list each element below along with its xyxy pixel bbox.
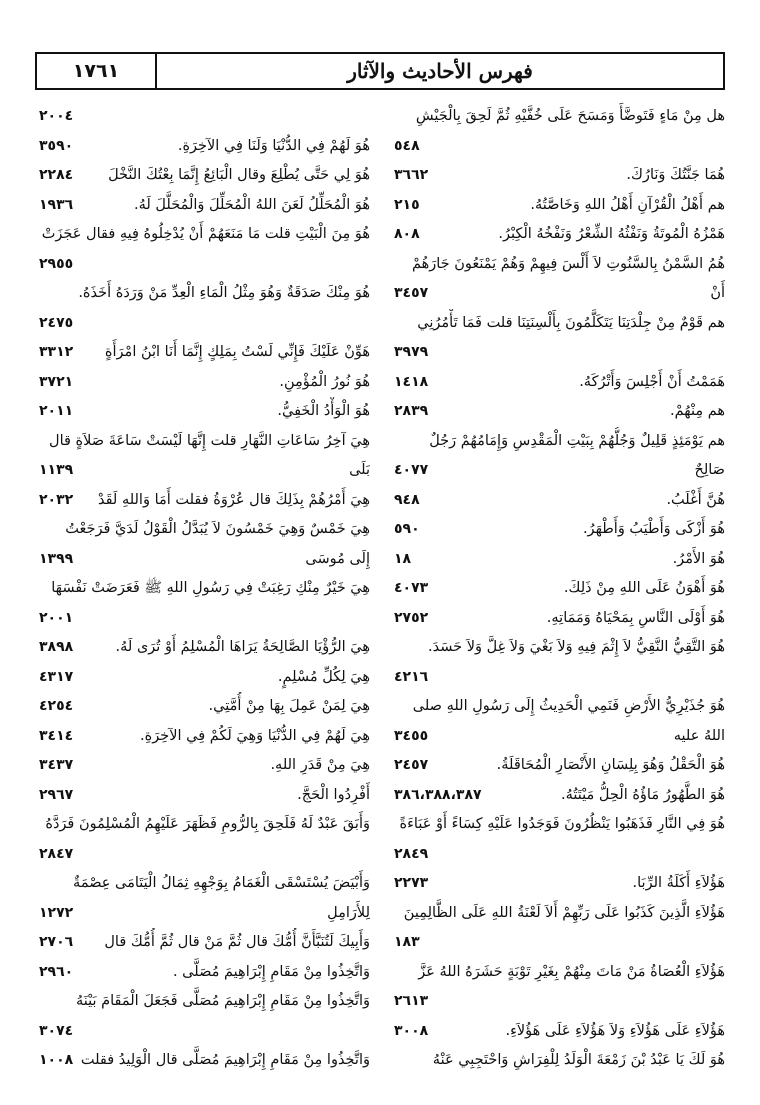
entry-text: هُنَّ أَغْلَبُ. [666,491,725,508]
index-entry [390,928,725,958]
index-entry [390,456,725,486]
index-entry [35,102,370,132]
index-entry [390,722,725,752]
entry-text: هُمَا جَنَّتُكَ وَنَارُكَ. [626,167,725,183]
entry-number: ٤٢١٦ [394,668,429,685]
index-entry [390,840,725,870]
entry-text: وَأَبِيكَ لَتُنَبَّأَنَّ أُمُّكَ قال ثُمَّ مَنْ قال ثُمَّ أُمُّكَ قال [104,934,370,950]
entry-text: هم مِنْهُمْ. [670,403,725,419]
entry-text: صَالِحٌ [694,462,725,478]
index-entry [390,397,725,427]
entry-number: ١٩٣٦ [39,196,74,213]
entry-text: هِيَ مِنْ قَدَرِ اللهِ. [270,757,370,773]
index-entry [390,220,725,250]
index-entry [390,987,725,1017]
entry-number: ٢٤٥٧ [394,757,429,773]
entry-number: ١١٣٩ [39,462,74,478]
index-entry [390,486,725,516]
entry-text: لِلأَرَامِلِ [327,904,370,921]
index-entry [35,574,370,604]
entry-text: هِيَ خَيْرٌ مِنْكِ رَغِبَتْ فِي رَسُولِ اللهِ ﷺ فَعَرَضَتْ نَفْسَهَا [51,580,370,596]
entry-text: هُوَ لَكَ يَا عَبْدُ بْنَ زَمْعَةَ الْوَلَدُ لِلْفِرَاشِ وَاحْتَجِبِي عَنْهُ [432,1052,725,1068]
entry-number: ٢١٥ [394,196,420,213]
entry-number: ١٠٠٨ [39,1052,74,1068]
entry-text: هُوَ أَهْوَنُ عَلَى اللهِ مِنْ ذَلِكَ. [563,580,725,596]
index-entry [390,899,725,929]
entry-text: هُوَ الْوَأْدُ الْخَفِيُّ. [277,403,370,419]
entry-number: ٢٦١٣ [394,993,429,1009]
entry-number: ٣٤١٤ [39,727,74,744]
entry-number: ٣٩٧٩ [394,344,429,360]
index-entry [35,191,370,221]
entry-number: ١٨ [394,550,412,567]
index-entry [390,574,725,604]
entry-text: هُوَ الأَمْرُ. [672,550,725,567]
entry-text: هُوَ مِنَ الْبَيْتِ قلت مَا مَنَعَهُمْ أَنْ يُدْخِلُوهُ فِيهِ فقال عَجَزَتْ [41,226,370,242]
entry-number: ٩٤٨ [394,491,420,508]
entry-number: ٣٨٩٨ [39,639,74,655]
index-entry [35,338,370,368]
entry-text: هَمْزُهُ الْمُوتَةُ وَنَفْثُهُ الشِّعْرُ وَنَفْخُهُ الْكِبْرُ. [498,226,725,242]
entry-text: هِيَ لِكُلِّ مُسْلِمٍ. [277,668,370,685]
entry-text: أَفْرِدُوا الْحَجَّ. [297,786,370,803]
index-entry [390,545,725,575]
entry-number: ٤٣١٧ [39,668,74,685]
entry-number: ٨٠٨ [394,226,420,242]
index-entry [35,692,370,722]
entry-text: هُوَ مِنْكَ صَدَقَةٌ وَهُوَ مِثْلُ الْمَاءِ الْعِدِّ مَنْ وَرَدَهُ أَخَذَهُ. [78,285,370,301]
entry-number: ١٢٧٢ [39,904,74,921]
entry-number: ٢٢٨٤ [39,167,74,183]
index-entry [390,250,725,280]
page [35,52,725,1068]
entry-number: ٢٠٠٤ [39,108,74,124]
index-entry [390,869,725,899]
entry-text: هل مِنْ مَاءٍ فَتَوضَّأَ وَمَسَحَ عَلَى خُفَّيْهِ ثُمَّ لَحِقَ بِالْجَيْشِ [415,108,725,124]
index-entry [35,633,370,663]
entry-number: ٢٩٦٧ [39,786,74,803]
index-entry [390,751,725,781]
entry-text: هُوَ فِي النَّارِ فَذَهَبُوا يَنْظُرُونَ فَوَجَدُوا عَلَيْهِ كِسَاءً أَوْ عَبَاءَةً [399,816,725,832]
entry-text: هَؤُلاَءِ الْعُصَاةُ مَنْ مَاتَ مِنْهُمْ بِغَيْرِ تَوْبَةٍ حَشَرَهُ اللهُ عَزَّ [418,963,725,980]
entry-number: ٣٤٥٥ [394,727,429,744]
entry-text: وَاتَّخِذُوا مِنْ مَقَامِ إِبْرَاهِيمَ مُصَلًّى فَجَعَلَ الْمَقَامَ بَيْنَهُ [75,993,370,1009]
index-entry [35,397,370,427]
entry-text: هِيَ خَمْسٌ وَهِيَ خَمْسُونَ لاَ يُبَدَّلُ الْقَوْلُ لَدَيَّ فَرَجَعْتُ [65,521,370,537]
entry-number: ٤٠٧٧ [394,462,429,478]
index-entry [35,1017,370,1047]
index-entry [390,781,725,811]
index-entry [390,161,725,191]
entry-text: هُوَ الْحَقْلُ وَهُوَ بِلِسَانِ الأَنْصَارِ الْمُحَاقَلَةُ. [496,757,725,773]
entry-number: ٤٠٧٣ [394,580,429,596]
entry-text: هُوَ الْمُحَلِّلُ لَعَنَ اللهُ الْمُحَلِّلَ وَالْمُحَلَّلَ لَهُ. [134,196,370,213]
entry-number: ٢٨٤٩ [394,845,429,862]
entry-number: ٣٠٠٨ [394,1022,429,1039]
entry-text: هَؤُلاَءِ عَلَى هَؤُلاَءِ وَلاَ هَؤُلاَءِ عَلَى هَؤُلاَءِ. [505,1022,725,1039]
index-entry [35,840,370,870]
entry-number: ٢٤٧٥ [39,314,74,331]
index-entry [35,427,370,457]
index-entry [35,309,370,339]
index-entry [390,1046,725,1076]
entry-text: وَاتَّخِذُوا مِنْ مَقَامِ إِبْرَاهِيمَ مُصَلًّى قال الْوَلِيدُ فقلت [80,1052,370,1068]
page-title: فهرس الأحاديث والآثار [347,59,533,83]
index-entry [35,220,370,250]
index-entry [35,663,370,693]
entry-text: هُمُ السَّمْنُ بِالسَّنُوتِ لاَ أَلْسَ فِيهِمْ وَهُمْ يَمْنَعُونَ جَارَهُمْ [411,255,725,272]
entry-text: هم أَهْلُ الْقُرْآنِ أَهْلُ اللهِ وَخَاصَّتُهُ. [530,196,725,213]
index-entry [390,191,725,221]
entry-number: ٣٨٦،٣٨٨،٣٨٧ [394,786,482,803]
right-column [390,102,725,1076]
index-entry [35,515,370,545]
index-entry [35,486,370,516]
index-entry [390,368,725,398]
entry-text: بَلَى [349,462,370,478]
entry-number: ٣٤٣٧ [39,757,74,773]
entry-number: ٢٢٧٣ [394,875,429,891]
entry-text: هُوَ أَوْلَى النَّاسِ بِمَحْيَاهُ وَمَمَاتِهِ. [546,609,725,626]
entry-text: هُوَ الطَّهُورُ مَاؤُهُ الْحِلُّ مَيْتَتُهُ. [561,786,725,803]
index-entry [390,958,725,988]
index-entry [35,368,370,398]
index-entry [390,132,725,162]
entry-text: اللهُ عليه [673,727,725,744]
entry-text: هَوِّنْ عَلَيْكَ فَإِنِّي لَسْتُ بِمَلِكٍ إِنَّمَا أَنَا ابْنُ امْرَأَةٍ [104,344,370,360]
index-entry [390,427,725,457]
index-entry [35,810,370,840]
entry-number: ٣٤٥٧ [394,285,429,301]
entry-text: هُوَ جُذَيْرِيُّ الأَرْضِ فَنَمِي الْحَدِيثُ إِلَى رَسُولِ اللهِ صلى [412,698,725,714]
page-number: ١٧٦١ [37,54,157,88]
entry-text: هِيَ الرُّؤْيَا الصَّالِحَةُ يَرَاهَا الْمُسْلِمُ أَوْ تُرَى لَهُ. [115,639,370,655]
entry-text: هِيَ أَمْرُهُمْ بِذَلِكَ قال عُرْوَةُ فقلت أَمَا وَاللهِ لَقَدْ [97,491,370,508]
index-columns [35,102,725,1076]
index-entry [390,692,725,722]
entry-number: ٣٥٩٠ [39,137,74,154]
page-header [35,52,725,90]
index-entry [390,279,725,309]
entry-number: ٥٩٠ [394,521,420,537]
index-entry [390,102,725,132]
entry-text: هِيَ لَهُمْ فِي الدُّنْيَا وَهِيَ لَكُمْ فِي الآخِرَةِ. [140,727,370,744]
entry-text: هَؤُلاَءِ الَّذِينَ كَذَبُوا عَلَى رَبِّهِمْ أَلاَ لَعْنَةُ اللهِ عَلَى الظَّالِمِينَ [403,904,725,921]
entry-number: ٣٣١٢ [39,344,74,360]
entry-number: ٢٩٦٠ [39,963,74,980]
entry-number: ١٤١٨ [394,373,429,390]
index-entry [35,1046,370,1076]
entry-text: إِلَى مُوسَى [305,550,370,567]
entry-text: وَأَبَقَ عَبْدٌ لَهُ فَلَحِقَ بِالرُّومِ فَظَهَرَ عَلَيْهِمُ الْمُسْلِمُونَ فَرَدَّهُ [45,816,370,832]
entry-number: ٢٨٤٧ [39,845,74,862]
index-entry [35,751,370,781]
entry-number: ٣٦٦٢ [394,167,429,183]
entry-text: هُوَ لِي حَتَّى يُطْلِعَ وقال الْبَائِعُ إِنَّمَا بِعْتُكَ النَّخْلَ [108,167,370,183]
entry-text: هُوَ التَّقِيُّ النَّقِيُّ لاَ إِثْمَ فِيهِ وَلاَ بَغْيَ وَلاَ غِلَّ وَلاَ حَسَدَ. [427,639,725,655]
index-entry [35,899,370,929]
entry-number: ٣٧٢١ [39,373,74,390]
index-entry [35,869,370,899]
entry-text: هم يَوْمَئِذٍ قَلِيلٌ وَجُلُّهُمْ بِبَيْتِ الْمَقْدِسِ وَإِمَامُهُمْ رَجُلٌ [429,432,725,449]
entry-text: هم قَوْمٌ مِنْ جِلْدَتِنَا يَتَكَلَّمُونَ بِأَلْسِنَتِنَا قلت فَمَا تَأْمُرُنِي [417,314,725,331]
index-entry [35,722,370,752]
index-entry [390,663,725,693]
entry-number: ٢٩٥٥ [39,255,74,272]
entry-number: ٢٠١١ [39,403,74,419]
entry-number: ٢٧٠٦ [39,934,74,950]
entry-text: هُوَ لَهُمْ فِي الدُّنْيَا وَلَنَا فِي الآخِرَةِ. [177,137,370,154]
index-entry [35,279,370,309]
entry-number: ٢٠٣٢ [39,491,74,508]
entry-text: هُوَ نُورُ الْمُؤْمِنِ. [279,373,370,390]
entry-number: ٥٤٨ [394,137,420,154]
index-entry [35,604,370,634]
index-entry [35,456,370,486]
entry-number: ٤٢٥٤ [39,698,74,714]
entry-text: هَؤُلاَءِ أَكَلَةُ الرِّبَا. [632,875,725,891]
index-entry [390,810,725,840]
index-entry [35,161,370,191]
index-entry [35,928,370,958]
index-entry [35,958,370,988]
entry-text: وَاتَّخِذُوا مِنْ مَقَامِ إِبْرَاهِيمَ مُصَلًّى . [172,963,370,980]
index-entry [390,338,725,368]
index-entry [390,309,725,339]
index-entry [35,987,370,1017]
index-entry [390,515,725,545]
index-entry [35,781,370,811]
entry-number: ٢٠٠١ [39,609,74,626]
entry-number: ٣٠٧٤ [39,1022,74,1039]
index-entry [35,132,370,162]
entry-number: ١٨٣ [394,934,420,950]
entry-text: هَمَمْتُ أَنْ أَجْلِسَ وَأَتْرُكَهُ. [579,373,725,390]
index-entry [390,633,725,663]
entry-text: هُوَ أَزْكَى وَأَطْيَبُ وَأَطْهَرُ. [582,521,725,537]
entry-text: هِيَ آخِرُ سَاعَاتِ النَّهَارِ قلت إِنَّهَا لَيْسَتْ سَاعَةَ صَلاَةٍ قال [49,432,370,449]
left-column [35,102,370,1076]
entry-number: ٢٨٣٩ [394,403,429,419]
entry-number: ١٣٩٩ [39,550,74,567]
entry-text: وَأَبْيَضَ يُسْتَسْقَى الْغَمَامُ بِوَجْهِهِ ثِمَالُ الْيَتَامَى عِصْمَةٌ [73,875,370,891]
index-entry [390,1017,725,1047]
index-entry [35,545,370,575]
entry-text: أَنْ [710,285,725,301]
index-entry [35,250,370,280]
entry-number: ٢٧٥٢ [394,609,429,626]
index-entry [390,604,725,634]
entry-text: هِيَ لِمَنْ عَمِلَ بِهَا مِنْ أُمَّتِي. [208,698,370,714]
